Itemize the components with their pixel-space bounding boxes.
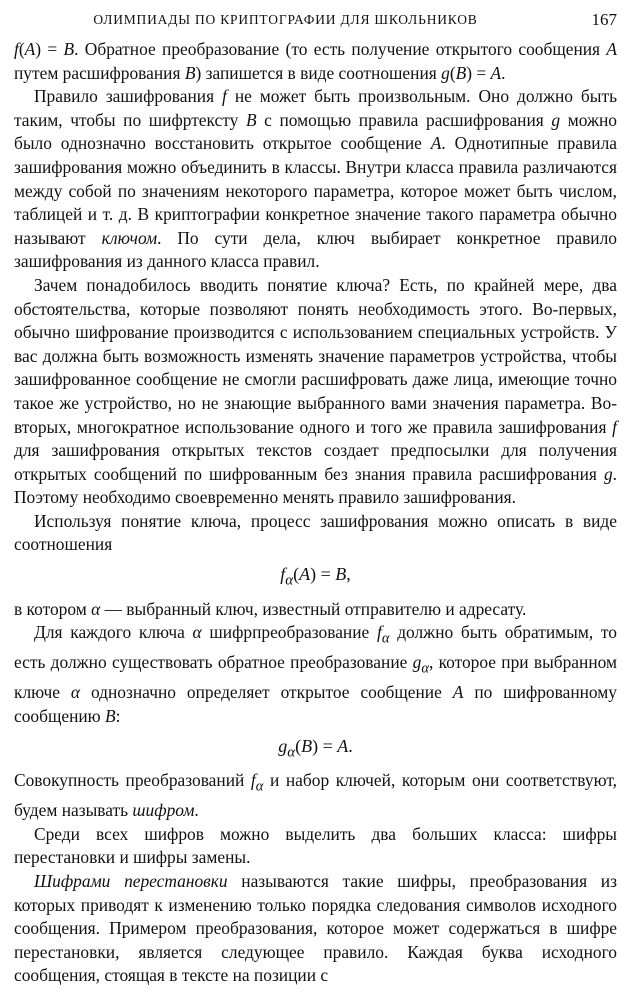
- text-run: ) =: [35, 39, 64, 59]
- math-symbol: f: [376, 622, 382, 643]
- math-text: .: [348, 735, 353, 756]
- text-run: не может быть произвольным. Оно должно быть таким, чтобы по шифртексту: [14, 86, 617, 130]
- math-symbol: g: [603, 463, 613, 484]
- text-run: путем расшифрования: [14, 62, 185, 83]
- paragraph-8: [14, 823, 617, 870]
- math-symbol: B: [301, 735, 313, 756]
- math-text: ,: [346, 564, 351, 585]
- text-run: по шифрованному сообщению: [14, 682, 617, 726]
- text-run: называются такие шифры, преобразования из которых приводят к изменению только порядка следования символов исходного сообщения. Примером преобразования, которое может содержаться в шифре перестановки, является следующее правило. Каждая буква исходного сообщения, стоящая в тексте на позиции с: [14, 871, 617, 986]
- paragraph-5: [14, 598, 617, 622]
- paragraph-3: [14, 274, 617, 510]
- text-run: — выбранный ключ, известный отправителю и адресату.: [100, 598, 527, 619]
- running-head: ОЛИМПИАДЫ ПО КРИПТОГРАФИИ ДЛЯ ШКОЛЬНИКОВ: [93, 12, 478, 27]
- math-symbol: B: [63, 39, 75, 59]
- text-run: и набор ключей, которым они соответствуют, будем называть: [14, 770, 617, 821]
- math-symbol: f: [14, 39, 19, 59]
- text-run: ) =: [466, 62, 491, 83]
- math-symbol: g: [412, 652, 422, 673]
- text-run: (: [18, 39, 25, 59]
- text-run: в котором: [14, 598, 92, 619]
- paragraph-4: [14, 510, 617, 557]
- math-symbol: α: [70, 682, 81, 703]
- page-header: [14, 8, 617, 38]
- math-symbol: B: [335, 564, 347, 585]
- math-symbol: A: [430, 133, 442, 154]
- paragraph-7: [14, 769, 617, 823]
- math-symbol: A: [452, 682, 464, 703]
- paragraph-9: [14, 870, 617, 988]
- text-run: :: [115, 705, 121, 726]
- text-run: , которое при выбранном ключе: [14, 652, 617, 703]
- text-run: (: [449, 62, 456, 83]
- math-symbol: f: [222, 86, 227, 107]
- text-run: . Поэтому необходимо своевременно менять правило зашифрования.: [14, 463, 617, 508]
- math-symbol: f: [280, 564, 286, 585]
- term-permutation-ciphers: Шифрами перестановки: [34, 871, 228, 891]
- text-run: должно быть обратимым, то есть должно существовать обратное преобразование: [14, 622, 617, 673]
- math-subscript: α: [421, 660, 429, 677]
- paragraph-2: [14, 85, 617, 274]
- math-text: (: [295, 735, 302, 756]
- math-subscript: α: [381, 630, 390, 647]
- text-run: Используя понятие ключа, процесс зашифрования можно описать в виде соотношения: [14, 510, 617, 555]
- text-run: можно было однозначно восстановить открытое сообщение: [14, 109, 617, 154]
- page-body: [14, 38, 617, 988]
- text-run: Совокупность преобразований: [14, 770, 251, 791]
- math-symbol: A: [337, 735, 349, 756]
- formula-decryption: [14, 733, 617, 766]
- text-run: для зашифрования открытых текстов создает предпосылки для получения открытых сообщений по шифрованным без знания правила расшифрования: [14, 440, 617, 484]
- math-symbol: B: [105, 705, 116, 726]
- math-symbol: A: [299, 564, 311, 585]
- math-subscript: α: [255, 778, 264, 795]
- math-text: (: [293, 564, 300, 585]
- text-run: шифрпреобразование: [201, 622, 377, 643]
- text-run: ) запишется в виде соотношения: [195, 62, 442, 83]
- math-subscript: α: [287, 744, 296, 761]
- text-run: Для каждого ключа: [34, 622, 193, 643]
- text-run: . Однотипные правила зашифрования можно объединить в классы. Внутри класса правила различаются между собой по значениям некоторого параметра, которое может быть числом, таблицей и т. д. В криптографии конкретное значение такого параметра обычно называют: [14, 133, 617, 248]
- math-text: ) =: [312, 735, 338, 756]
- book-page: [14, 8, 617, 988]
- text-run: Зачем понадобилось вводить понятие ключа? Есть, по крайней мере, два обстоятельства, которые позволяют понять необходимость этого. Во-первых, обычно шифрование производится с использованием специальных устройств. У вас должна быть возможность изменять значение параметров устройства, чтобы зашифрованное сообщение не смогли расшифровать даже лица, имеющие точно такое же устройство, но не знающие выбранного вами значения параметра. Во-вторых, многократное использование одного и того же правила зашифрования: [14, 274, 617, 437]
- math-symbol: g: [278, 735, 288, 756]
- text-run: Среди всех шифров можно выделить два больших класса: шифры перестановки и шифры замены.: [14, 823, 617, 868]
- math-symbol: f: [250, 770, 256, 791]
- text-run: однозначно определяет открытое сообщение: [80, 682, 453, 703]
- math-symbol: α: [192, 622, 202, 643]
- text-run: . По сути дела, ключ выбирает конкретное правило зашифрования из данного класса правил.: [14, 227, 617, 272]
- text-run: .: [194, 800, 199, 821]
- paragraph-1: [14, 38, 617, 85]
- term-key: ключом: [101, 227, 158, 248]
- formula-encryption: [14, 561, 617, 594]
- math-subscript: α: [285, 572, 294, 589]
- math-symbol: g: [441, 62, 450, 83]
- paragraph-6: [14, 621, 617, 728]
- math-symbol: A: [606, 39, 617, 59]
- math-symbol: f: [612, 416, 617, 437]
- math-symbol: B: [184, 62, 196, 83]
- math-symbol: B: [455, 62, 467, 83]
- text-run: с помощью правила расшифрования: [256, 109, 552, 130]
- math-symbol: α: [91, 598, 101, 619]
- math-text: ) =: [310, 564, 336, 585]
- math-symbol: B: [245, 109, 257, 130]
- text-run: Правило зашифрования: [34, 86, 223, 107]
- text-run: . Обратное преобразование (то есть получение открытого сообщения: [74, 39, 607, 59]
- math-symbol: g: [551, 109, 561, 130]
- text-run: .: [501, 62, 506, 83]
- term-cipher: шифром: [132, 800, 195, 821]
- page-number: 167: [591, 10, 617, 29]
- math-symbol: A: [24, 39, 36, 59]
- math-symbol: A: [490, 62, 502, 83]
